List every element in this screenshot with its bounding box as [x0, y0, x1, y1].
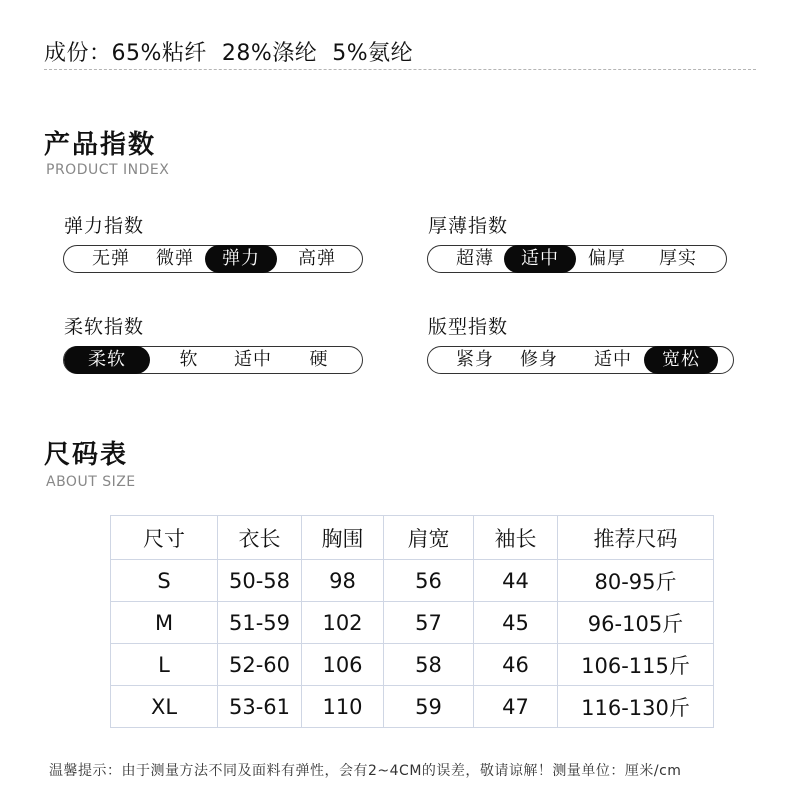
table-cell: 98: [302, 560, 384, 602]
table-cell: 47: [474, 686, 558, 728]
table-cell: 106: [302, 644, 384, 686]
table-cell: 46: [474, 644, 558, 686]
dashed-divider: [44, 69, 756, 70]
size-chart-subtitle: ABOUT SIZE: [46, 474, 136, 490]
table-cell: 58: [384, 644, 474, 686]
size-table: [110, 515, 714, 728]
table-cell: 59: [384, 686, 474, 728]
scale-option: 紧身: [456, 349, 494, 370]
product-index-title: 产品指数: [44, 130, 157, 160]
softness-index-scale: [63, 346, 363, 374]
scale-option: 厚实: [659, 248, 697, 269]
table-row: [111, 644, 714, 686]
scale-option: 高弹: [298, 248, 336, 269]
table-row: [111, 602, 714, 644]
scale-option: 适中: [234, 349, 272, 370]
table-cell: 57: [384, 602, 474, 644]
table-cell: 53-61: [218, 686, 302, 728]
scale-option-selected: 适中: [504, 245, 576, 273]
table-cell: 44: [474, 560, 558, 602]
table-cell: 52-60: [218, 644, 302, 686]
table-row: [111, 560, 714, 602]
table-header-row: [111, 516, 714, 560]
scale-option: 软: [179, 349, 199, 370]
table-cell: 45: [474, 602, 558, 644]
table-header-cell: 衣长: [218, 516, 302, 560]
size-chart-title: 尺码表: [44, 440, 129, 470]
table-header-cell: 肩宽: [384, 516, 474, 560]
scale-option: 硬: [309, 349, 329, 370]
scale-option: 修身: [520, 349, 558, 370]
table-cell: M: [111, 602, 218, 644]
fit-index-scale: [427, 346, 734, 374]
footer-note: 温馨提示：由于测量方法不同及面料有弹性，会有2~4CM的误差，敬请谅解！测量单位：厘米/cm: [49, 763, 682, 779]
thickness-index-scale: [427, 245, 727, 273]
scale-option: 超薄: [456, 248, 494, 269]
product-index-subtitle: PRODUCT INDEX: [46, 162, 170, 178]
table-cell: 102: [302, 602, 384, 644]
softness-index-label: 柔软指数: [64, 316, 145, 338]
table-header-cell: 胸围: [302, 516, 384, 560]
table-header-cell: 尺寸: [111, 516, 218, 560]
table-cell: 110: [302, 686, 384, 728]
scale-option: 微弹: [156, 248, 194, 269]
scale-option-selected: 柔软: [64, 346, 150, 374]
scale-option: 无弹: [92, 248, 130, 269]
scale-option-selected: 弹力: [205, 245, 277, 273]
composition-text: 成份：65%粘纤 28%涤纶 5%氨纶: [44, 41, 414, 66]
table-cell: 116-130斤: [558, 686, 714, 728]
table-header-cell: 推荐尺码: [558, 516, 714, 560]
fit-index-label: 版型指数: [428, 316, 509, 338]
table-cell: XL: [111, 686, 218, 728]
scale-option: 适中: [594, 349, 632, 370]
table-cell: 50-58: [218, 560, 302, 602]
thickness-index-label: 厚薄指数: [428, 215, 509, 237]
scale-option-selected: 宽松: [644, 346, 718, 374]
table-header-cell: 袖长: [474, 516, 558, 560]
table-cell: L: [111, 644, 218, 686]
table-cell: 80-95斤: [558, 560, 714, 602]
table-cell: 106-115斤: [558, 644, 714, 686]
table-cell: 96-105斤: [558, 602, 714, 644]
elasticity-index-label: 弹力指数: [64, 215, 145, 237]
scale-option: 偏厚: [588, 248, 626, 269]
table-cell: 56: [384, 560, 474, 602]
table-cell: S: [111, 560, 218, 602]
table-row: [111, 686, 714, 728]
table-cell: 51-59: [218, 602, 302, 644]
elasticity-index-scale: [63, 245, 363, 273]
